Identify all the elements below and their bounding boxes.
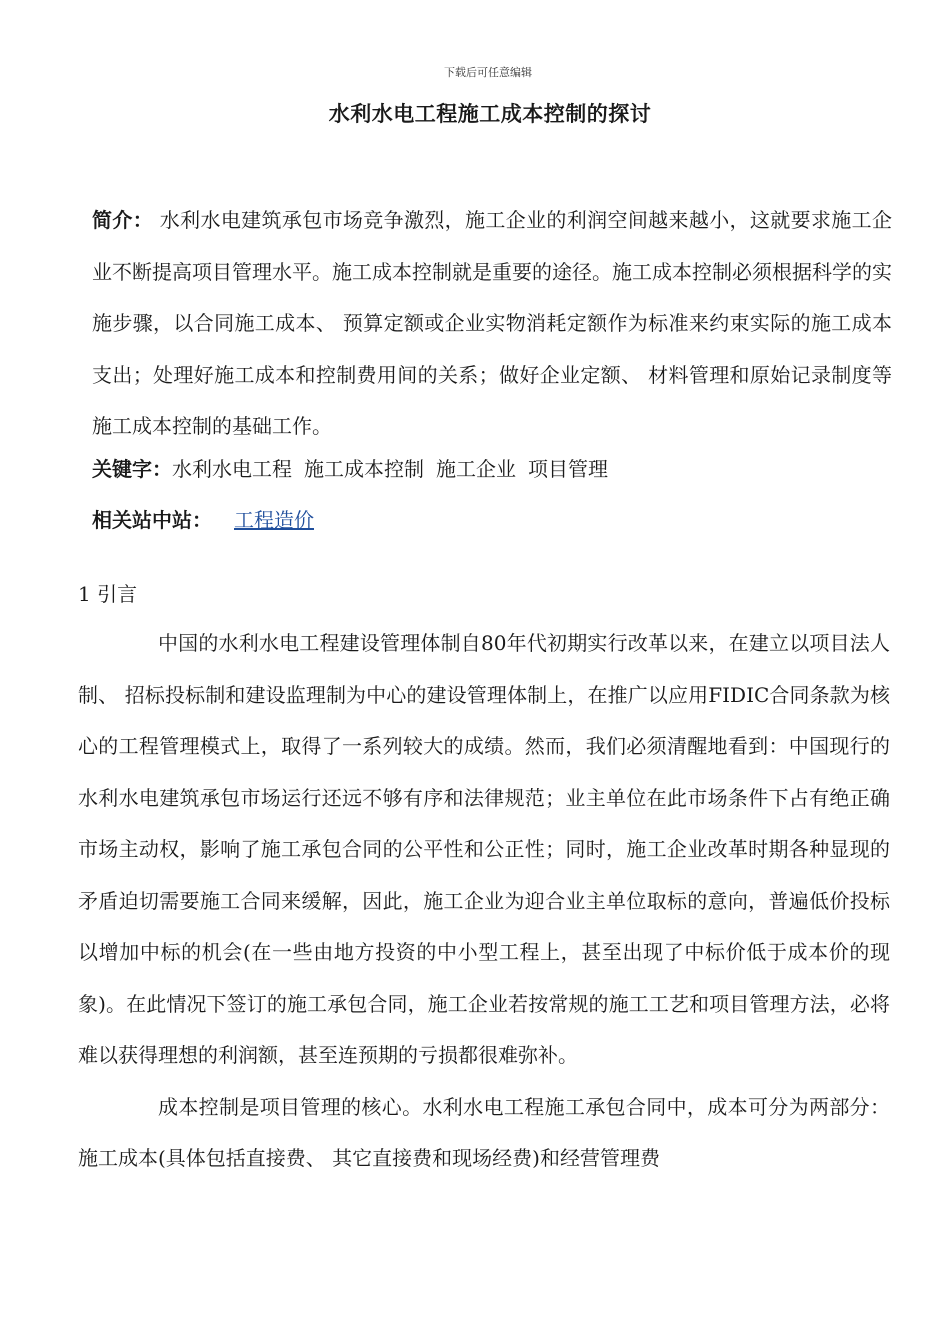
- keyword-item: 项目管理: [528, 457, 608, 481]
- related-label: 相关站中站：: [92, 508, 212, 532]
- related-link[interactable]: 工程造价: [234, 508, 314, 532]
- keyword-item: 施工企业: [436, 457, 516, 481]
- abstract-paragraph: [92, 195, 892, 453]
- keyword-item: 施工成本控制: [304, 457, 424, 481]
- keywords-line: [92, 454, 620, 484]
- keyword-item: 水利水电工程: [172, 457, 292, 481]
- abstract-text: 水利水电建筑承包市场竞争激烈，施工企业的利润空间越来越小，这就要求施工企业不断提高项目管理水平。施工成本控制就是重要的途径。施工成本控制必须根据科学的实施步骤，以合同施工成本、 预算定额或企业实物消耗定额作为标准来约束实际的施工成本支出；处理好施工成本和控制费用间的关系；做好企业定额、 材料管理和原始记录制度等施工成本控制的基础工作。: [92, 208, 893, 438]
- body-paragraph: 中国的水利水电工程建设管理体制自80年代初期实行改革以来，在建立以项目法人制、 招标投标制和建设监理制为中心的建设管理体制上，在推广以应用FIDIC合同条款为核心的工程管理模式上，取得了一系列较大的成绩。然而，我们必须清醒地看到：中国现行的水利水电建筑承包市场运行还远不够有序和法律规范；业主单位在此市场条件下占有绝正确市场主动权，影响了施工承包合同的公平性和公正性；同时，施工企业改革时期各种显现的矛盾迫切需要施工合同来缓解，因此，施工企业为迎合业主单位取标的意向，普遍低价投标以增加中标的机会(在一些由地方投资的中小型工程上，甚至出现了中标价低于成本价的现象)。在此情况下签订的施工承包合同，施工企业若按常规的施工工艺和项目管理方法，必将难以获得理想的利润额，甚至连预期的亏损都很难弥补。: [78, 631, 890, 1067]
- abstract-block: [92, 195, 892, 453]
- keywords-label: 关键字：: [92, 457, 172, 481]
- header-note: 下载后可任意编辑: [444, 66, 532, 79]
- body-paragraph: 成本控制是项目管理的核心。水利水电工程施工承包合同中，成本可分为两部分：施工成本(具体包括直接费、 其它直接费和现场经费)和经营管理费: [78, 1094, 890, 1170]
- abstract-label: 简介：: [92, 208, 154, 232]
- section-body: [78, 618, 890, 1185]
- related-line: [92, 505, 314, 535]
- section-heading: 1 引言: [78, 582, 138, 606]
- page-title: 水利水电工程施工成本控制的探讨: [328, 101, 652, 126]
